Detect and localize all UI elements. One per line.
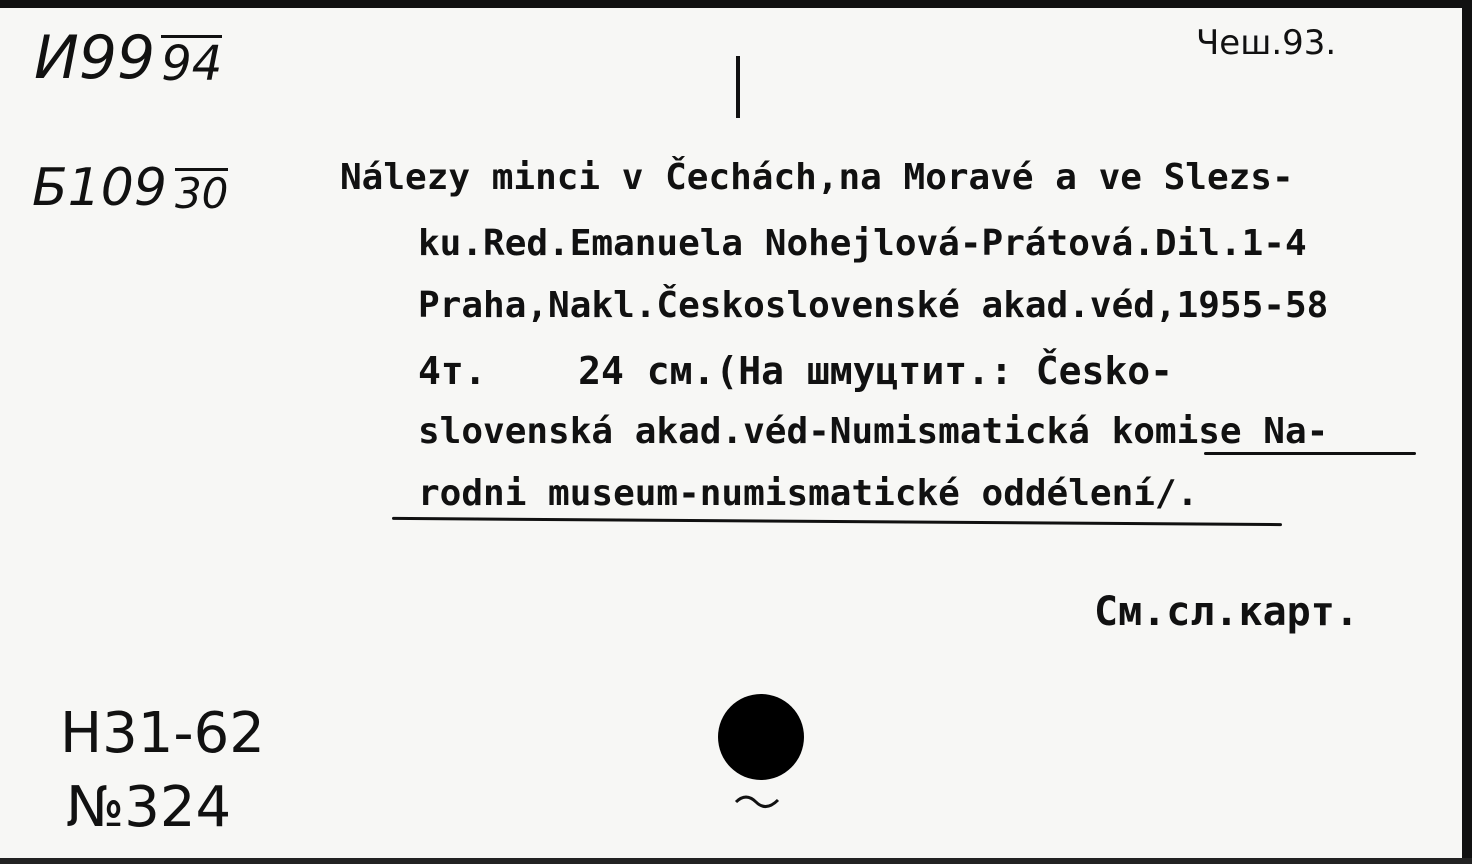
bib-line-4: 4т. 24 см.(На шмуцтит.: Česko- [418, 349, 1173, 393]
bib-line-6: rodni museum-numismatické oddélení/. [418, 473, 1199, 514]
shelfmark-2-main: Б109 [32, 158, 167, 218]
card-frame-right [1462, 0, 1472, 864]
shelfmark-1-main: И99 [34, 23, 156, 93]
bib-line-2: ku.Red.Emanuela Nohejlová-Prátová.Dil.1-4 [418, 223, 1307, 264]
bib-line-3: Praha,Nakl.Československé akad.véd,1955-58 [418, 285, 1329, 326]
top-right-code: Чеш.93. [1196, 23, 1337, 63]
underline-2 [392, 517, 1282, 526]
shelfmark-1 [34, 23, 223, 93]
shelfmark-2 [32, 158, 229, 218]
bib-line-5: slovenská akad.véd-Numismatická komise Na- [418, 411, 1329, 452]
underline-1 [1204, 452, 1416, 455]
card-frame-top [0, 0, 1472, 8]
tilde-mark [732, 790, 782, 810]
see-next-card: См.сл.карт. [1094, 589, 1359, 635]
bib-line-1: Nálezy minci v Čechách,na Moravé a ve Slezs- [340, 157, 1294, 198]
shelfmark-2-denominator: 30 [174, 168, 229, 218]
punched-hole [718, 694, 804, 780]
bottom-code-2: №324 [66, 775, 232, 840]
vertical-mark [736, 56, 740, 118]
card-frame-bottom [0, 858, 1472, 864]
shelfmark-1-denominator: 94 [161, 35, 223, 92]
bottom-code-1: Н31-62 [60, 701, 265, 766]
